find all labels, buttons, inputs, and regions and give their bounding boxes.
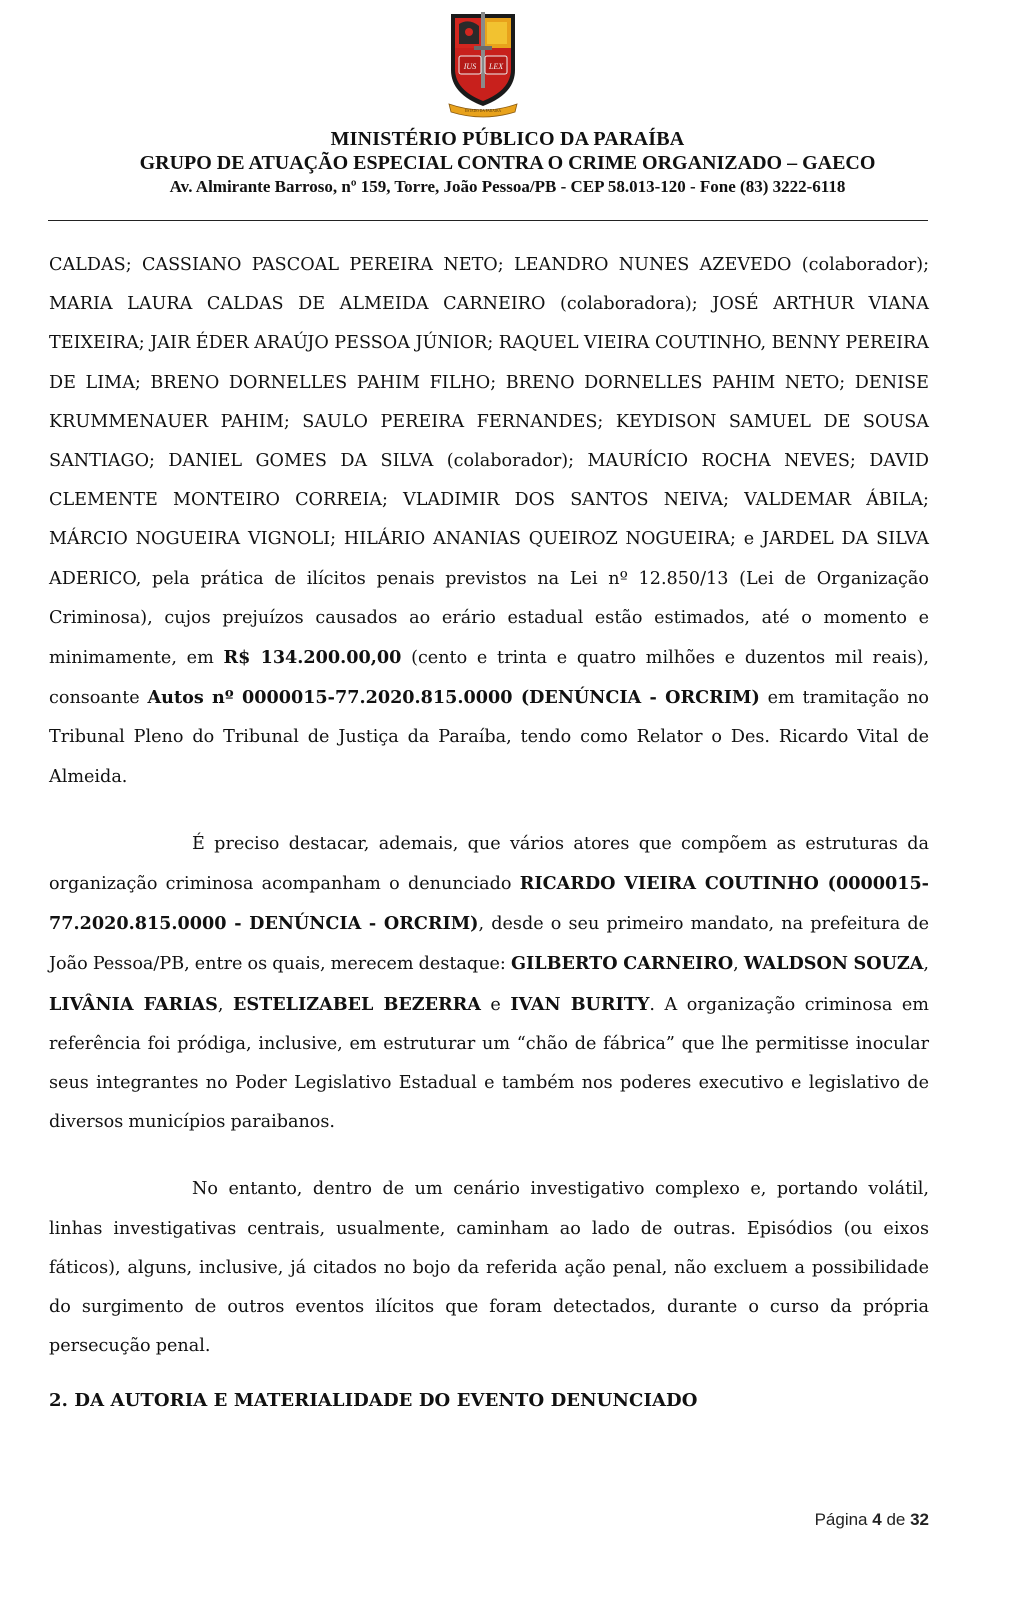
bold-defendant: RICARDO VIEIRA COUTINHO (0000015-77.2020.815.0000 - DENÚNCIA - ORCRIM) <box>49 873 929 935</box>
bold-name: IVAN BURITY <box>510 993 650 1015</box>
bold-case-number: Autos nº 0000015-77.2020.815.0000 (DENÚNCIA - ORCRIM) <box>147 687 760 709</box>
text-run: , <box>923 954 929 975</box>
letterhead <box>0 127 1015 199</box>
text-run: . A organização criminosa em referência foi pródiga, inclusive, em estruturar um “chão de fábrica” que lhe permitisse inocular seus integrantes no Poder Legislativo Estadual e também nos poderes executivo e legislativo de diversos municípios paraibanos. <box>49 994 929 1133</box>
document-body <box>49 246 929 1366</box>
text-run: , <box>733 954 744 975</box>
department-name: GRUPO DE ATUAÇÃO ESPECIAL CONTRA O CRIME ORGANIZADO – GAECO <box>139 152 876 174</box>
total-pages: 32 <box>910 1510 929 1529</box>
bold-name: WALDSON SOUZA <box>743 953 924 975</box>
institution-address: Av. Almirante Barroso, nº 159, Torre, João Pessoa/PB - CEP 58.013-120 - Fone (83) 3222-6118 <box>169 177 846 196</box>
text-run: É preciso destacar, ademais, que vários atores que compõem as estruturas da organização criminosa acompanham o denunciado <box>49 833 929 895</box>
mppb-emblem-icon <box>447 8 519 118</box>
bold-name: GILBERTO CARNEIRO <box>510 953 734 975</box>
section-heading: 2. DA AUTORIA E MATERIALIDADE DO EVENTO DENUNCIADO <box>49 1390 698 1411</box>
institution-name: MINISTÉRIO PÚBLICO DA PARAÍBA <box>330 128 685 150</box>
bold-name: ESTELIZABEL BEZERRA <box>233 993 481 1015</box>
header-divider <box>48 220 928 221</box>
emblem-motto-right: LEX <box>488 62 504 71</box>
paragraph-investigation-context <box>49 1170 929 1366</box>
emblem-ribbon: ESTADO DA PARAIBA <box>464 109 502 113</box>
paragraph-organization-actors <box>49 825 929 1143</box>
text-run: CALDAS; CASSIANO PASCOAL PEREIRA NETO; LEANDRO NUNES AZEVEDO (colaborador); MARIA LAURA CALDAS DE ALMEIDA CARNEIRO (colaboradora); JOSÉ ARTHUR VIANA TEIXEIRA; JAIR ÉDER ARAÚJO PESSOA JÚNIOR; RAQUEL VIEIRA COUTINHO, BENNY PEREIRA DE LIMA; BRENO DORNELLES PAHIM FILHO; BRENO DORNELLES PAHIM NETO; DENISE KRUMMENAUER PAHIM; SAULO PEREIRA FERNANDES; KEYDISON SAMUEL DE SOUSA SANTIAGO; DANIEL GOMES DA SILVA (colaborador); MAURÍCIO ROCHA NEVES; DAVID CLEMENTE MONTEIRO CORREIA; VLADIMIR DOS SANTOS NEIVA; VALDEMAR ÁBILA; MÁRCIO NOGUEIRA VIGNOLI; HILÁRIO ANANIAS QUEIROZ NOGUEIRA; e JARDEL DA SILVA ADERICO, pela prática de ilícitos penais previstos na Lei nº 12.850/13 (Lei de Organização Criminosa), cujos prejuízos causados ao erário estadual estão estimados, até o momento e minimamente, em <box>49 255 929 669</box>
current-page: 4 <box>872 1510 882 1529</box>
page-number <box>815 1510 929 1530</box>
paragraph-defendants-list <box>49 246 929 797</box>
page-middle: de <box>881 1510 911 1529</box>
page-prefix: Página <box>814 1510 873 1529</box>
text-run: , <box>217 994 234 1015</box>
text-run: em tramitação no Tribunal Pleno do Tribunal de Justiça da Paraíba, tendo como Relator o Des. Ricardo Vital de Almeida. <box>49 688 929 787</box>
emblem-motto-left: IUS <box>463 62 477 71</box>
text-run: e <box>480 994 511 1015</box>
bold-amount: R$ 134.200.00,00 <box>223 647 402 669</box>
bold-name: LIVÂNIA FARIAS <box>49 993 218 1015</box>
text-run: No entanto, dentro de um cenário investigativo complexo e, portando volátil, linhas investigativas centrais, usualmente, caminham ao lado de outras. Episódios (ou eixos fáticos), alguns, inclusive, já citados no bojo da referida ação penal, não excluem a possibilidade do surgimento de outros eventos ilícitos que foram detectados, durante o curso da própria persecução penal. <box>49 1179 929 1357</box>
text-run: (cento e trinta e quatro milhões e duzentos mil reais), consoante <box>49 648 929 709</box>
text-run: , desde o seu primeiro mandato, na prefeitura de João Pessoa/PB, entre os quais, merecem destaque: <box>49 914 930 975</box>
